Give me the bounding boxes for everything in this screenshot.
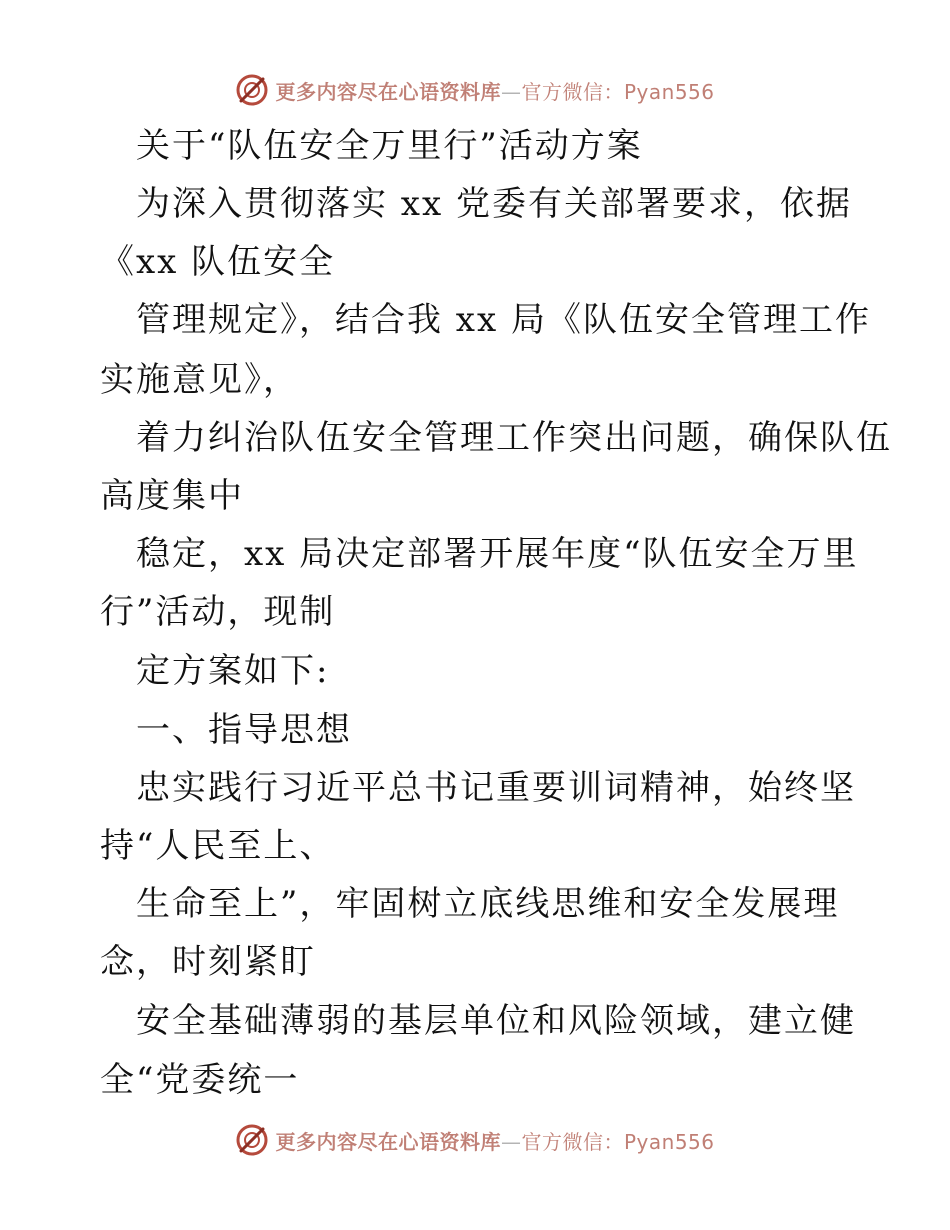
paragraph-line: 持“人民至上、 (100, 826, 336, 866)
banner-text (275, 76, 714, 105)
header-banner (0, 70, 950, 110)
banner-main-text: 更多内容尽在心语资料库 (275, 79, 501, 104)
paragraph-line: 管理规定》，结合我 xx 局《队伍安全管理工作 (136, 300, 871, 340)
paragraph-line: 《xx 队伍安全 (100, 242, 336, 282)
brand-logo-icon (235, 1123, 269, 1157)
banner-wechat-id: Pyan556 (623, 1129, 715, 1154)
paragraph-line: 定方案如下: (136, 651, 330, 691)
banner-separator: — (500, 79, 522, 104)
banner-wechat-label: 官方微信： (521, 79, 624, 104)
paragraph-line: 为深入贯彻落实 xx 党委有关部署要求，依据 (136, 184, 852, 224)
paragraph-line: 着力纠治队伍安全管理工作突出问题，确保队伍 (136, 418, 892, 458)
banner-separator: — (500, 1129, 522, 1154)
footer-banner (0, 1120, 950, 1160)
paragraph-line: 实施意见》， (100, 360, 299, 400)
paragraph-line: 安全基础薄弱的基层单位和风险领域，建立健 (136, 1001, 856, 1041)
paragraph-line: 行”活动，现制 (100, 592, 336, 632)
banner-text (275, 1126, 714, 1155)
paragraph-line: 念，时刻紧盯 (100, 942, 316, 982)
paragraph-line: 稳定，xx 局决定部署开展年度“队伍安全万里 (136, 534, 859, 574)
banner-wechat-label: 官方微信： (521, 1129, 624, 1154)
section-heading: 一、指导思想 (136, 710, 352, 750)
banner-main-text: 更多内容尽在心语资料库 (275, 1129, 501, 1154)
brand-logo-icon (235, 73, 269, 107)
paragraph-line: 忠实践行习近平总书记重要训词精神，始终坚 (136, 768, 856, 808)
banner-wechat-id: Pyan556 (623, 79, 715, 104)
paragraph-line: 高度集中 (100, 476, 244, 516)
paragraph-line: 全“党委统一 (100, 1060, 300, 1100)
document-title: 关于“队伍安全万里行”活动方案 (136, 126, 643, 166)
paragraph-line: 生命至上”，牢固树立底线思维和安全发展理 (136, 884, 840, 924)
